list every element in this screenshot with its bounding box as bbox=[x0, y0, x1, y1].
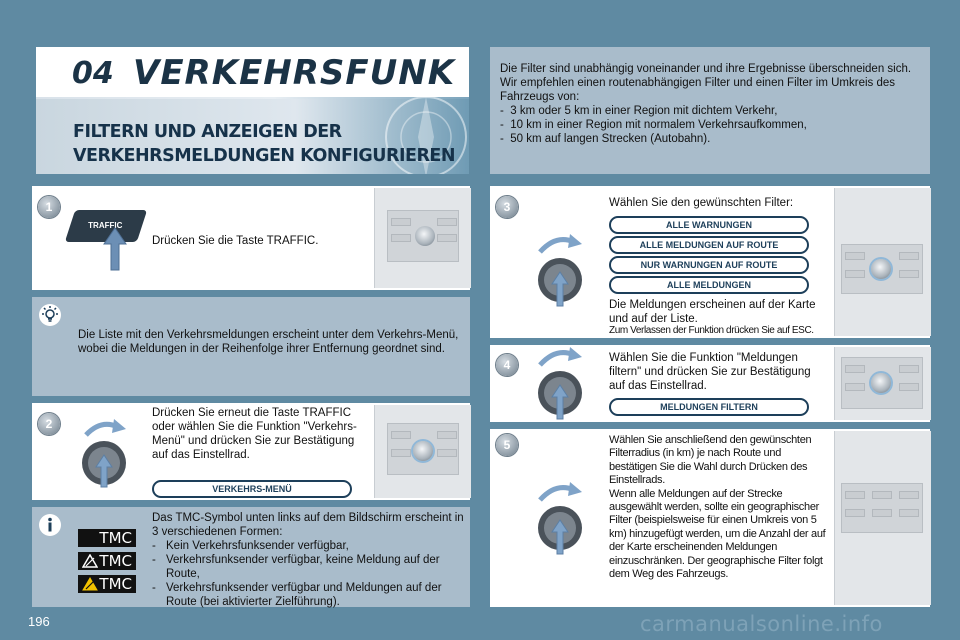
page-number: 196 bbox=[28, 614, 50, 629]
chapter-number: 04 bbox=[72, 56, 114, 91]
tmc-triangle-icon bbox=[82, 554, 98, 568]
press-arrow-icon bbox=[102, 226, 128, 272]
tmc-symbol-station-no-message: TMC bbox=[78, 552, 136, 570]
rotary-knob-icon[interactable] bbox=[532, 476, 592, 560]
step-5-text: Wählen Sie anschließend den gewünschten Filterradius (in km) je nach Route und bestätigen Sie die Wahl durch Drücken des Einstellrads. Wenn alle Meldungen auf der Strecke ausgewählt werden, sollte ein geographischer Filter (beispielsweise für einen Umkreis von 5 km) hinzugefügt werden, um die Anzahl der auf der Karte erscheinenden Meldungen einzuschränken. Der geographische Filter folgt dem Weg des Fahrzeugs. bbox=[609, 434, 826, 581]
lightbulb-icon bbox=[38, 303, 62, 327]
watermark: carmanualsonline.info bbox=[640, 612, 883, 636]
tip-text: Die Liste mit den Verkehrsmeldungen erscheint unter dem Verkehrs-Menü, wobei die Meldungen in der Reihenfolge ihrer Entfernung geordnet sind. bbox=[78, 329, 459, 355]
chapter-title: VERKEHRSFUNK bbox=[133, 53, 456, 93]
step-4-text: Wählen Sie die Funktion "Meldungen filtern" und drücken Sie zur Bestätigung auf das Einstellrad. bbox=[609, 352, 811, 392]
step-2-text: Drücken Sie erneut die Taste TRAFFIC oder wählen Sie die Funktion "Verkehrs-Menü" und drücken Sie zur Bestätigung auf das Einstellrad. bbox=[152, 407, 357, 461]
filter-option-alle-meldungen[interactable]: ALLE MELDUNGEN bbox=[609, 276, 809, 294]
step-1-badge: 1 bbox=[38, 196, 60, 218]
step-2-badge: 2 bbox=[38, 413, 60, 435]
step-3-exit-note: Zum Verlassen der Funktion drücken Sie auf ESC. bbox=[609, 325, 814, 336]
rotary-knob-icon[interactable] bbox=[76, 415, 136, 495]
step-3-badge: 3 bbox=[496, 196, 518, 218]
step-1-text: Drücken Sie die Taste TRAFFIC. bbox=[152, 235, 319, 247]
intro-text: Die Filter sind unabhängig voneinander und ihre Ergebnisse überschneiden sich. Wir empfehlen einen routenabhängigen Filter und einen Filter im Umkreis des Fahrzeugs von: - 3 km oder 5 km in einer Region mit dichtem Verkehr, - 10 km in einer Region mit normalem Verkehrsaufkommen, - 50 km auf langen Strecken (Autobahn). bbox=[500, 63, 912, 145]
section-title: FILTERN UND ANZEIGEN DER VERKEHRSMELDUNGEN KONFIGURIEREN bbox=[73, 122, 456, 166]
radio-unit-image bbox=[374, 405, 471, 498]
radio-unit-image bbox=[834, 431, 931, 605]
traffic-button[interactable]: TRAFFIC bbox=[65, 210, 147, 242]
menu-meldungen-filtern[interactable]: MELDUNGEN FILTERN bbox=[609, 398, 809, 416]
rotary-knob-icon[interactable] bbox=[532, 228, 592, 312]
step-5-badge: 5 bbox=[496, 434, 518, 456]
info-text: Das TMC-Symbol unten links auf dem Bildschirm erscheint in 3 verschiedenen Formen: - Kein Verkehrsfunksender verfügbar, - Verkehrsfunksender verfügbar, keine Meldung auf der Route, - Verkehrsfunksender verfügbar und Meldungen auf der Route (bei aktivierter Zielführung). bbox=[152, 512, 464, 608]
radio-unit-image bbox=[834, 347, 931, 420]
step-4-badge: 4 bbox=[496, 354, 518, 376]
filter-option-alle-warnungen[interactable]: ALLE WARNUNGEN bbox=[609, 216, 809, 234]
info-icon bbox=[38, 513, 62, 537]
rotary-knob-icon[interactable] bbox=[532, 343, 592, 421]
radio-unit-image bbox=[374, 188, 471, 288]
filter-option-nur-warnungen-auf-route[interactable]: NUR WARNUNGEN AUF ROUTE bbox=[609, 256, 809, 274]
tmc-warning-triangle-icon bbox=[82, 577, 98, 591]
step-3-heading: Wählen Sie den gewünschten Filter: bbox=[609, 197, 794, 209]
tmc-symbol-no-station: TMC bbox=[78, 529, 136, 547]
filter-option-alle-meldungen-auf-route[interactable]: ALLE MELDUNGEN AUF ROUTE bbox=[609, 236, 809, 254]
step-3-result: Die Meldungen erscheinen auf der Karte und auf der Liste. bbox=[609, 299, 816, 325]
radio-unit-image bbox=[834, 188, 931, 336]
menu-verkehrs-menu[interactable]: VERKEHRS-MENÜ bbox=[152, 480, 352, 498]
tmc-symbol-with-messages: TMC bbox=[78, 575, 136, 593]
